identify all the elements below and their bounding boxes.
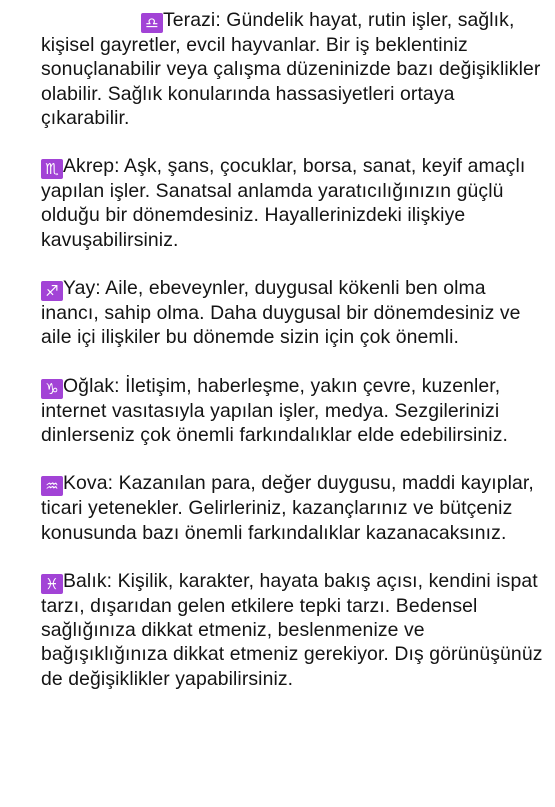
sagittarius-paragraph	[41, 276, 546, 350]
libra-text: Terazi: Gündelik hayat, rutin işler, sağlık, kişisel gayretler, evcil hayvanlar. Bir iş beklentiniz sonuçlanabilir veya çalışma düzeninizde bazı değişiklikler olabilir. Sağlık konularında hassasiyetleri ortaya çıkarabilir.	[41, 9, 541, 129]
pisces-icon: ♓	[41, 574, 63, 594]
capricorn-icon: ♑	[41, 379, 63, 399]
sagittarius-text: Yay: Aile, ebeveynler, duygusal kökenli ben olma inancı, sahip olma. Daha duygusal bir dönemdesiniz ve aile içi ilişkiler bu dönemde sizin için çok önemli.	[41, 277, 521, 349]
libra-icon: ♎	[141, 13, 163, 33]
scorpio-paragraph	[41, 154, 546, 252]
aquarius-icon: ♒	[41, 476, 63, 496]
horoscope-text	[41, 8, 546, 715]
libra-paragraph	[41, 8, 546, 130]
scorpio-text: Akrep: Aşk, şans, çocuklar, borsa, sanat, keyif amaçlı yapılan işler. Sanatsal anlamda yaratıcılığınızın güçlü olduğu bir dönemdesiniz. Hayallerinizdeki ilişkiye kavuşabilirsiniz.	[41, 155, 526, 251]
aquarius-paragraph	[41, 471, 546, 545]
capricorn-text: Oğlak: İletişim, haberleşme, yakın çevre, kuzenler, internet vasıtasıyla yapılan işler, medya. Sezgilerinizi dinlerseniz çok önemli farkındalıklar elde edebilirsiniz.	[41, 374, 508, 446]
sagittarius-icon: ♐	[41, 281, 63, 301]
scorpio-icon: ♏	[41, 159, 63, 179]
pisces-text: Balık: Kişilik, karakter, hayata bakış açısı, kendini ispat tarzı, dışarıdan gelen etkilere tepki tarzı. Bedensel sağlığınıza dikkat etmeniz, beslenmenize ve bağışıklığınıza dikkat etmeniz gerekiyor. Dış görünüşünüz de değişiklikler yapabilirsiniz.	[41, 569, 543, 690]
aquarius-text: Kova: Kazanılan para, değer duygusu, maddi kayıplar, ticari yetenekler. Gelirleriniz, kazançlarınız ve bütçeniz konusunda bazı önemli farkındalıklar kazanacaksınız.	[41, 472, 534, 544]
capricorn-paragraph	[41, 374, 546, 448]
pisces-paragraph	[41, 569, 546, 691]
